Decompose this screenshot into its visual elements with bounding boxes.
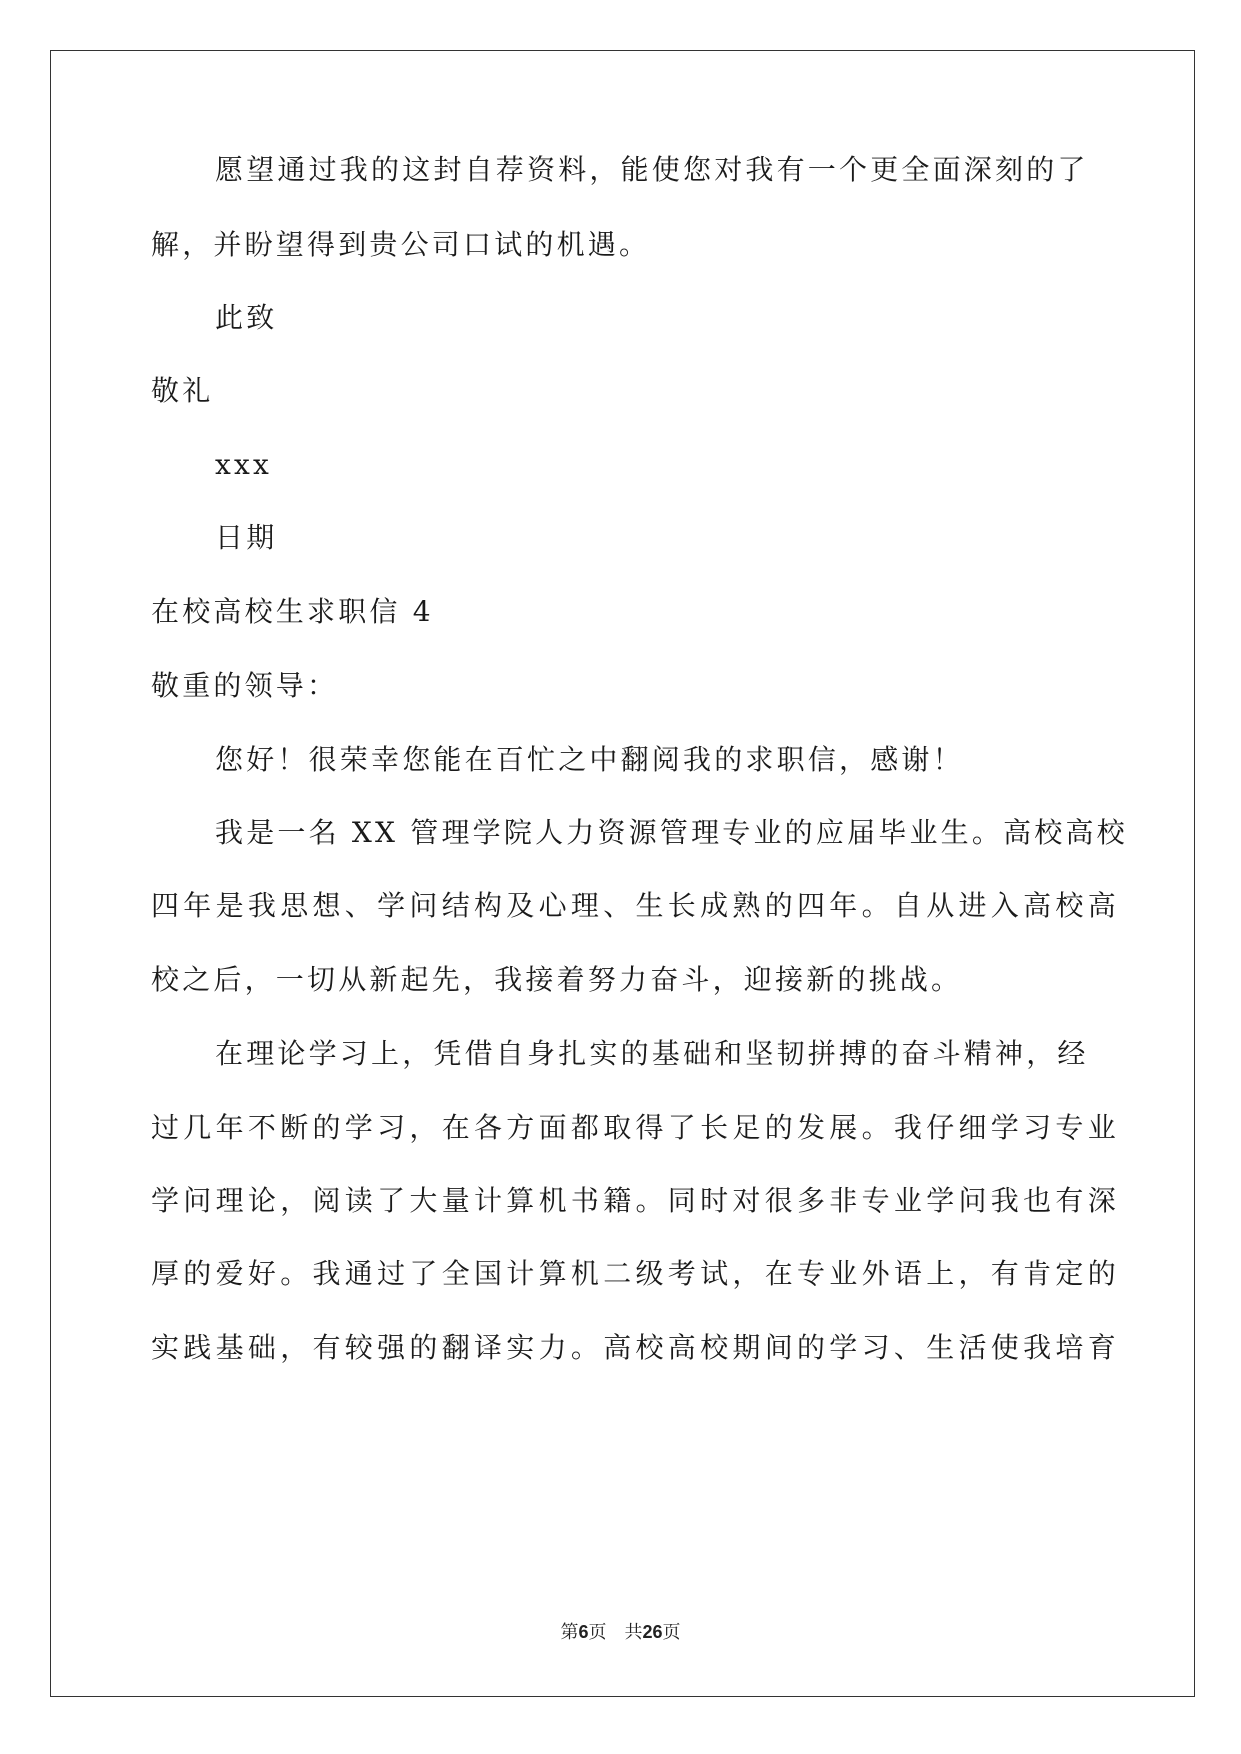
paragraph-line: 您好！很荣幸您能在百忙之中翻阅我的求职信，感谢！ — [215, 743, 964, 776]
paragraph-line: 在理论学习上，凭借自身扎实的基础和坚韧拼搏的奋斗精神，经 — [215, 1037, 1089, 1070]
page-footer — [0, 1620, 1241, 1645]
footer-suffix: 页 — [662, 1622, 681, 1643]
closing-regards: 敬礼 — [151, 374, 214, 407]
footer-mid: 页 共 — [588, 1622, 643, 1643]
paragraph-line: 四年是我思想、学问结构及心理、生长成熟的四年。自从进入高校高 — [151, 889, 1121, 922]
paragraph-line: 解，并盼望得到贵公司口试的机遇。 — [151, 228, 651, 261]
signature-date: 日期 — [215, 521, 278, 554]
footer-total-pages: 26 — [642, 1622, 663, 1642]
signature-name: xxx — [215, 448, 272, 481]
footer-page-number: 6 — [578, 1622, 589, 1642]
section-title: 在校高校生求职信 4 — [151, 595, 434, 628]
paragraph-line: 愿望通过我的这封自荐资料，能使您对我有一个更全面深刻的了 — [215, 153, 1089, 186]
page-border — [50, 50, 1195, 1697]
paragraph-line: 厚的爱好。我通过了全国计算机二级考试，在专业外语上，有肯定的 — [151, 1257, 1121, 1290]
paragraph-line: 校之后，一切从新起先，我接着努力奋斗，迎接新的挑战。 — [151, 963, 963, 996]
paragraph-line: 我是一名 XX 管理学院人力资源管理专业的应届毕业生。高校高校 — [215, 816, 1128, 849]
paragraph-line: 过几年不断的学习，在各方面都取得了长足的发展。我仔细学习专业 — [151, 1111, 1121, 1144]
closing-salutation: 此致 — [215, 301, 278, 334]
paragraph-line: 实践基础，有较强的翻译实力。高校高校期间的学习、生活使我培育 — [151, 1331, 1121, 1364]
paragraph-line: 学问理论，阅读了大量计算机书籍。同时对很多非专业学问我也有深 — [151, 1184, 1121, 1217]
greeting: 敬重的领导： — [151, 669, 339, 702]
footer-prefix: 第 — [560, 1622, 579, 1643]
